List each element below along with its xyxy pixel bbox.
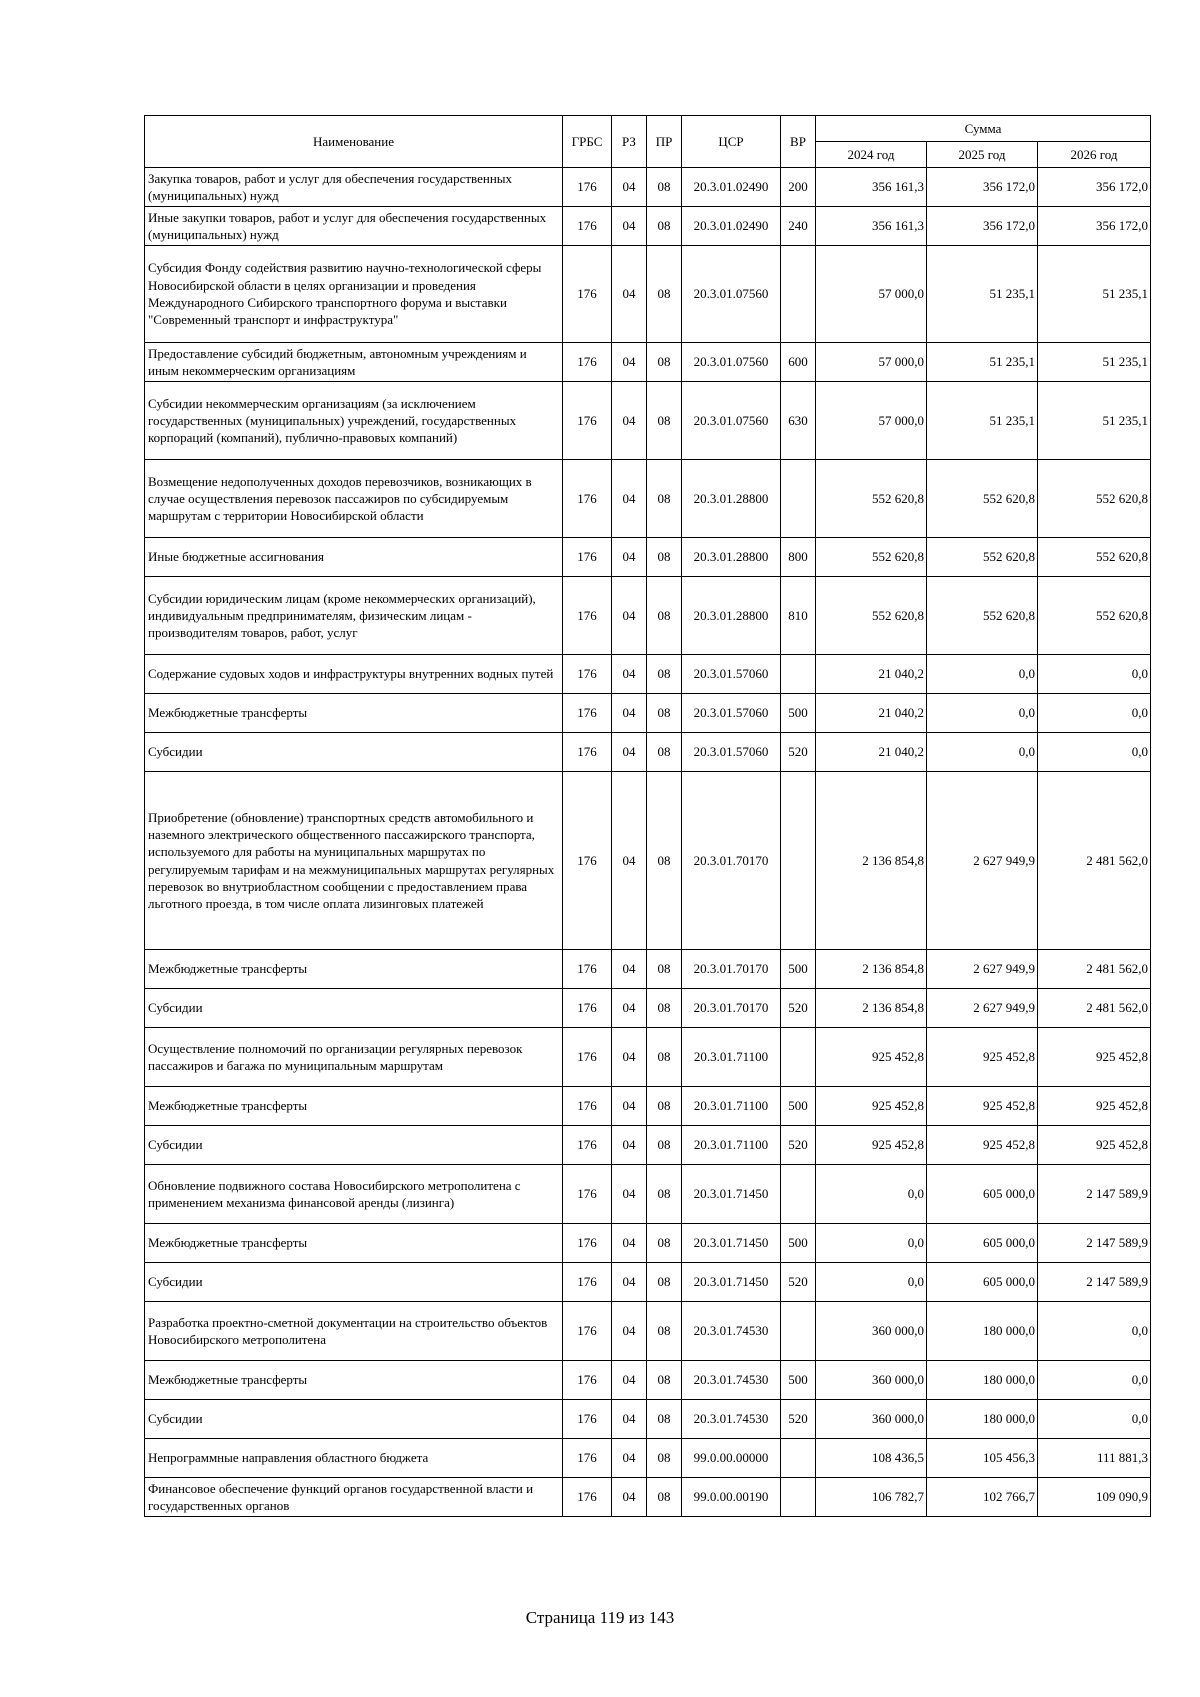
cell-csr: 20.3.01.71100 — [682, 1028, 781, 1087]
cell-rz: 04 — [612, 168, 647, 207]
cell-rz: 04 — [612, 1361, 647, 1400]
cell-rz: 04 — [612, 950, 647, 989]
cell-csr: 20.3.01.71100 — [682, 1126, 781, 1165]
table-row — [145, 1087, 1151, 1126]
table-row — [145, 989, 1151, 1028]
cell-rz: 04 — [612, 655, 647, 694]
cell-pr: 08 — [647, 460, 682, 538]
cell-csr: 20.3.01.70170 — [682, 989, 781, 1028]
cell-grbs: 176 — [563, 168, 612, 207]
cell-rz: 04 — [612, 772, 647, 950]
cell-grbs: 176 — [563, 989, 612, 1028]
cell-name: Субсидии — [145, 989, 563, 1028]
cell-pr: 08 — [647, 655, 682, 694]
cell-vr — [781, 1028, 816, 1087]
cell-name: Субсидии — [145, 733, 563, 772]
cell-name: Субсидия Фонду содействия развитию научно-технологической сферы Новосибирской области в целях организации и проведения Международного Сибирского транспортного форума и выставки "Современный транспорт и инфраструктура" — [145, 246, 563, 343]
cell-rz: 04 — [612, 343, 647, 382]
cell-name: Закупка товаров, работ и услуг для обеспечения государственных (муниципальных) нужд — [145, 168, 563, 207]
cell-rz: 04 — [612, 460, 647, 538]
cell-rz: 04 — [612, 246, 647, 343]
cell-csr: 20.3.01.28800 — [682, 538, 781, 577]
cell-pr: 08 — [647, 1478, 682, 1517]
cell-csr: 99.0.00.00000 — [682, 1439, 781, 1478]
cell-grbs: 176 — [563, 460, 612, 538]
cell-grbs: 176 — [563, 1439, 612, 1478]
table-row — [145, 343, 1151, 382]
cell-vr: 500 — [781, 1087, 816, 1126]
cell-pr: 08 — [647, 1165, 682, 1224]
table-row — [145, 1478, 1151, 1517]
cell-y2024: 2 136 854,8 — [816, 772, 927, 950]
cell-y2026: 0,0 — [1038, 733, 1151, 772]
header-year-2024: 2024 год — [816, 142, 927, 168]
cell-grbs: 176 — [563, 1165, 612, 1224]
cell-csr: 20.3.01.07560 — [682, 246, 781, 343]
cell-name: Субсидии — [145, 1126, 563, 1165]
cell-csr: 20.3.01.57060 — [682, 655, 781, 694]
cell-y2024: 21 040,2 — [816, 694, 927, 733]
cell-y2026: 552 620,8 — [1038, 460, 1151, 538]
cell-vr — [781, 246, 816, 343]
cell-csr: 20.3.01.74530 — [682, 1361, 781, 1400]
cell-vr: 520 — [781, 1263, 816, 1302]
cell-vr: 240 — [781, 207, 816, 246]
budget-table — [144, 115, 1151, 1517]
cell-vr — [781, 460, 816, 538]
cell-y2025: 925 452,8 — [927, 1126, 1038, 1165]
cell-y2024: 360 000,0 — [816, 1302, 927, 1361]
cell-grbs: 176 — [563, 950, 612, 989]
cell-rz: 04 — [612, 1028, 647, 1087]
cell-grbs: 176 — [563, 733, 612, 772]
cell-y2024: 925 452,8 — [816, 1087, 927, 1126]
cell-pr: 08 — [647, 1126, 682, 1165]
cell-grbs: 176 — [563, 1400, 612, 1439]
cell-rz: 04 — [612, 989, 647, 1028]
table-row — [145, 1439, 1151, 1478]
cell-grbs: 176 — [563, 1263, 612, 1302]
cell-y2024: 0,0 — [816, 1263, 927, 1302]
cell-y2026: 925 452,8 — [1038, 1087, 1151, 1126]
cell-csr: 20.3.01.02490 — [682, 207, 781, 246]
cell-csr: 20.3.01.70170 — [682, 950, 781, 989]
cell-csr: 99.0.00.00190 — [682, 1478, 781, 1517]
cell-grbs: 176 — [563, 772, 612, 950]
cell-vr: 520 — [781, 1400, 816, 1439]
cell-y2024: 552 620,8 — [816, 460, 927, 538]
cell-y2026: 109 090,9 — [1038, 1478, 1151, 1517]
cell-y2024: 356 161,3 — [816, 207, 927, 246]
cell-grbs: 176 — [563, 382, 612, 460]
cell-csr: 20.3.01.28800 — [682, 460, 781, 538]
cell-vr: 520 — [781, 733, 816, 772]
table-row — [145, 1302, 1151, 1361]
cell-grbs: 176 — [563, 538, 612, 577]
cell-vr: 520 — [781, 1126, 816, 1165]
table-row — [145, 538, 1151, 577]
cell-y2025: 180 000,0 — [927, 1361, 1038, 1400]
cell-vr: 810 — [781, 577, 816, 655]
cell-grbs: 176 — [563, 343, 612, 382]
cell-name: Субсидии юридическим лицам (кроме некоммерческих организаций), индивидуальным предпринимателям, физическим лицам - производителям товаров, работ, услуг — [145, 577, 563, 655]
cell-pr: 08 — [647, 1028, 682, 1087]
cell-y2025: 2 627 949,9 — [927, 950, 1038, 989]
cell-y2026: 356 172,0 — [1038, 168, 1151, 207]
cell-rz: 04 — [612, 1224, 647, 1263]
header-grbs: ГРБС — [563, 116, 612, 168]
cell-rz: 04 — [612, 538, 647, 577]
cell-y2026: 925 452,8 — [1038, 1028, 1151, 1087]
cell-rz: 04 — [612, 1302, 647, 1361]
table-row — [145, 460, 1151, 538]
cell-vr: 630 — [781, 382, 816, 460]
cell-y2025: 2 627 949,9 — [927, 989, 1038, 1028]
header-vr: ВР — [781, 116, 816, 168]
cell-csr: 20.3.01.74530 — [682, 1302, 781, 1361]
cell-y2025: 2 627 949,9 — [927, 772, 1038, 950]
cell-grbs: 176 — [563, 246, 612, 343]
cell-y2025: 552 620,8 — [927, 577, 1038, 655]
cell-rz: 04 — [612, 382, 647, 460]
header-year-2025: 2025 год — [927, 142, 1038, 168]
cell-y2024: 57 000,0 — [816, 246, 927, 343]
cell-y2026: 51 235,1 — [1038, 382, 1151, 460]
cell-rz: 04 — [612, 694, 647, 733]
cell-pr: 08 — [647, 1224, 682, 1263]
cell-name: Приобретение (обновление) транспортных средств автомобильного и наземного электрического общественного пассажирского транспорта, используемого для работы на муниципальных маршрутах по регулируемым тарифам и на межмуниципальных маршрутах регулярных перевозок во внутриобластном сообщении с предоставлением права льготного проезда, в том числе оплата лизинговых платежей — [145, 772, 563, 950]
cell-y2025: 51 235,1 — [927, 246, 1038, 343]
header-rz: РЗ — [612, 116, 647, 168]
cell-pr: 08 — [647, 577, 682, 655]
cell-y2024: 57 000,0 — [816, 382, 927, 460]
table-row — [145, 577, 1151, 655]
cell-name: Предоставление субсидий бюджетным, автономным учреждениям и иным некоммерческим организациям — [145, 343, 563, 382]
cell-y2024: 2 136 854,8 — [816, 989, 927, 1028]
cell-vr — [781, 772, 816, 950]
cell-name: Субсидии — [145, 1263, 563, 1302]
table-row — [145, 1165, 1151, 1224]
cell-y2025: 925 452,8 — [927, 1028, 1038, 1087]
cell-y2026: 356 172,0 — [1038, 207, 1151, 246]
cell-name: Межбюджетные трансферты — [145, 694, 563, 733]
cell-y2025: 356 172,0 — [927, 207, 1038, 246]
cell-y2024: 360 000,0 — [816, 1400, 927, 1439]
cell-name: Межбюджетные трансферты — [145, 1087, 563, 1126]
cell-pr: 08 — [647, 1087, 682, 1126]
cell-y2024: 57 000,0 — [816, 343, 927, 382]
cell-pr: 08 — [647, 538, 682, 577]
cell-rz: 04 — [612, 1478, 647, 1517]
cell-csr: 20.3.01.57060 — [682, 733, 781, 772]
cell-name: Непрограммные направления областного бюджета — [145, 1439, 563, 1478]
table-row — [145, 1224, 1151, 1263]
cell-y2024: 925 452,8 — [816, 1126, 927, 1165]
cell-y2026: 925 452,8 — [1038, 1126, 1151, 1165]
cell-y2025: 0,0 — [927, 694, 1038, 733]
cell-y2026: 51 235,1 — [1038, 246, 1151, 343]
cell-y2025: 180 000,0 — [927, 1302, 1038, 1361]
table-row — [145, 772, 1151, 950]
table-row — [145, 1126, 1151, 1165]
cell-vr — [781, 1439, 816, 1478]
header-name: Наименование — [145, 116, 563, 168]
cell-y2026: 0,0 — [1038, 694, 1151, 733]
table-row — [145, 694, 1151, 733]
cell-pr: 08 — [647, 207, 682, 246]
cell-vr: 500 — [781, 694, 816, 733]
cell-pr: 08 — [647, 733, 682, 772]
cell-y2024: 21 040,2 — [816, 733, 927, 772]
cell-csr: 20.3.01.71450 — [682, 1165, 781, 1224]
table-row — [145, 1028, 1151, 1087]
cell-name: Финансовое обеспечение функций органов государственной власти и государственных органов — [145, 1478, 563, 1517]
cell-y2025: 356 172,0 — [927, 168, 1038, 207]
cell-pr: 08 — [647, 950, 682, 989]
cell-pr: 08 — [647, 382, 682, 460]
page-number: Страница 119 из 143 — [525, 1608, 675, 1627]
cell-y2025: 552 620,8 — [927, 460, 1038, 538]
cell-csr: 20.3.01.74530 — [682, 1400, 781, 1439]
table-row — [145, 1361, 1151, 1400]
cell-y2026: 2 147 589,9 — [1038, 1165, 1151, 1224]
cell-name: Иные бюджетные ассигнования — [145, 538, 563, 577]
cell-vr: 500 — [781, 1224, 816, 1263]
cell-y2025: 605 000,0 — [927, 1165, 1038, 1224]
cell-vr: 200 — [781, 168, 816, 207]
cell-y2026: 111 881,3 — [1038, 1439, 1151, 1478]
cell-y2024: 21 040,2 — [816, 655, 927, 694]
cell-y2025: 102 766,7 — [927, 1478, 1038, 1517]
cell-csr: 20.3.01.07560 — [682, 343, 781, 382]
cell-name: Межбюджетные трансферты — [145, 950, 563, 989]
cell-y2025: 0,0 — [927, 733, 1038, 772]
cell-pr: 08 — [647, 1400, 682, 1439]
cell-y2026: 0,0 — [1038, 1400, 1151, 1439]
table-row — [145, 168, 1151, 207]
cell-rz: 04 — [612, 1439, 647, 1478]
cell-y2026: 2 481 562,0 — [1038, 950, 1151, 989]
table-body — [145, 168, 1151, 1517]
table-row — [145, 655, 1151, 694]
cell-y2025: 105 456,3 — [927, 1439, 1038, 1478]
cell-y2026: 2 147 589,9 — [1038, 1224, 1151, 1263]
cell-y2025: 180 000,0 — [927, 1400, 1038, 1439]
cell-csr: 20.3.01.71100 — [682, 1087, 781, 1126]
cell-grbs: 176 — [563, 1224, 612, 1263]
table-row — [145, 733, 1151, 772]
cell-y2026: 552 620,8 — [1038, 538, 1151, 577]
cell-y2025: 0,0 — [927, 655, 1038, 694]
header-sum: Сумма — [816, 116, 1151, 142]
header-pr: ПР — [647, 116, 682, 168]
cell-y2025: 51 235,1 — [927, 343, 1038, 382]
cell-name: Иные закупки товаров, работ и услуг для обеспечения государственных (муниципальных) нужд — [145, 207, 563, 246]
cell-y2024: 552 620,8 — [816, 577, 927, 655]
cell-y2026: 0,0 — [1038, 1361, 1151, 1400]
header-year-2026: 2026 год — [1038, 142, 1151, 168]
cell-pr: 08 — [647, 1302, 682, 1361]
cell-rz: 04 — [612, 1400, 647, 1439]
cell-vr — [781, 1478, 816, 1517]
cell-rz: 04 — [612, 577, 647, 655]
table-row — [145, 382, 1151, 460]
cell-y2024: 108 436,5 — [816, 1439, 927, 1478]
cell-y2024: 552 620,8 — [816, 538, 927, 577]
cell-y2024: 2 136 854,8 — [816, 950, 927, 989]
cell-vr: 800 — [781, 538, 816, 577]
cell-name: Возмещение недополученных доходов перевозчиков, возникающих в случае осуществления перевозок пассажиров по субсидируемым маршрутам с территории Новосибирской области — [145, 460, 563, 538]
cell-csr: 20.3.01.02490 — [682, 168, 781, 207]
cell-y2026: 0,0 — [1038, 1302, 1151, 1361]
cell-grbs: 176 — [563, 1126, 612, 1165]
cell-rz: 04 — [612, 1126, 647, 1165]
cell-grbs: 176 — [563, 1361, 612, 1400]
cell-name: Межбюджетные трансферты — [145, 1361, 563, 1400]
cell-grbs: 176 — [563, 577, 612, 655]
cell-vr — [781, 1302, 816, 1361]
cell-rz: 04 — [612, 1165, 647, 1224]
cell-grbs: 176 — [563, 694, 612, 733]
cell-csr: 20.3.01.71450 — [682, 1224, 781, 1263]
table-row — [145, 1263, 1151, 1302]
cell-grbs: 176 — [563, 1087, 612, 1126]
cell-pr: 08 — [647, 1439, 682, 1478]
cell-name: Субсидии — [145, 1400, 563, 1439]
cell-pr: 08 — [647, 1263, 682, 1302]
table-row — [145, 950, 1151, 989]
cell-y2025: 925 452,8 — [927, 1087, 1038, 1126]
cell-y2026: 552 620,8 — [1038, 577, 1151, 655]
cell-y2026: 0,0 — [1038, 655, 1151, 694]
cell-name: Межбюджетные трансферты — [145, 1224, 563, 1263]
cell-y2025: 51 235,1 — [927, 382, 1038, 460]
header-csr: ЦСР — [682, 116, 781, 168]
cell-csr: 20.3.01.28800 — [682, 577, 781, 655]
cell-csr: 20.3.01.57060 — [682, 694, 781, 733]
cell-pr: 08 — [647, 168, 682, 207]
cell-y2024: 925 452,8 — [816, 1028, 927, 1087]
table-row — [145, 207, 1151, 246]
cell-y2024: 360 000,0 — [816, 1361, 927, 1400]
cell-pr: 08 — [647, 343, 682, 382]
cell-name: Разработка проектно-сметной документации на строительство объектов Новосибирского метрополитена — [145, 1302, 563, 1361]
cell-y2026: 51 235,1 — [1038, 343, 1151, 382]
cell-pr: 08 — [647, 989, 682, 1028]
cell-pr: 08 — [647, 1361, 682, 1400]
cell-vr — [781, 1165, 816, 1224]
cell-y2024: 0,0 — [816, 1165, 927, 1224]
cell-pr: 08 — [647, 246, 682, 343]
cell-grbs: 176 — [563, 207, 612, 246]
cell-y2026: 2 481 562,0 — [1038, 772, 1151, 950]
cell-y2024: 356 161,3 — [816, 168, 927, 207]
cell-rz: 04 — [612, 207, 647, 246]
cell-y2024: 0,0 — [816, 1224, 927, 1263]
cell-name: Обновление подвижного состава Новосибирского метрополитена с применением механизма финансовой аренды (лизинга) — [145, 1165, 563, 1224]
cell-vr: 600 — [781, 343, 816, 382]
cell-y2024: 106 782,7 — [816, 1478, 927, 1517]
cell-y2025: 605 000,0 — [927, 1224, 1038, 1263]
cell-csr: 20.3.01.70170 — [682, 772, 781, 950]
cell-y2025: 552 620,8 — [927, 538, 1038, 577]
cell-grbs: 176 — [563, 1302, 612, 1361]
cell-rz: 04 — [612, 1263, 647, 1302]
cell-y2026: 2 147 589,9 — [1038, 1263, 1151, 1302]
cell-y2025: 605 000,0 — [927, 1263, 1038, 1302]
cell-csr: 20.3.01.71450 — [682, 1263, 781, 1302]
cell-vr: 520 — [781, 989, 816, 1028]
cell-grbs: 176 — [563, 655, 612, 694]
table-row — [145, 1400, 1151, 1439]
table-row — [145, 246, 1151, 343]
cell-name: Осуществление полномочий по организации регулярных перевозок пассажиров и багажа по муниципальным маршрутам — [145, 1028, 563, 1087]
cell-csr: 20.3.01.07560 — [682, 382, 781, 460]
cell-name: Субсидии некоммерческим организациям (за исключением государственных (муниципальных) учреждений, государственных корпораций (компаний), публично-правовых компаний) — [145, 382, 563, 460]
cell-rz: 04 — [612, 733, 647, 772]
cell-grbs: 176 — [563, 1028, 612, 1087]
cell-name: Содержание судовых ходов и инфраструктуры внутренних водных путей — [145, 655, 563, 694]
cell-grbs: 176 — [563, 1478, 612, 1517]
cell-rz: 04 — [612, 1087, 647, 1126]
cell-vr: 500 — [781, 1361, 816, 1400]
cell-y2026: 2 481 562,0 — [1038, 989, 1151, 1028]
cell-pr: 08 — [647, 772, 682, 950]
cell-vr — [781, 655, 816, 694]
cell-vr: 500 — [781, 950, 816, 989]
cell-pr: 08 — [647, 694, 682, 733]
